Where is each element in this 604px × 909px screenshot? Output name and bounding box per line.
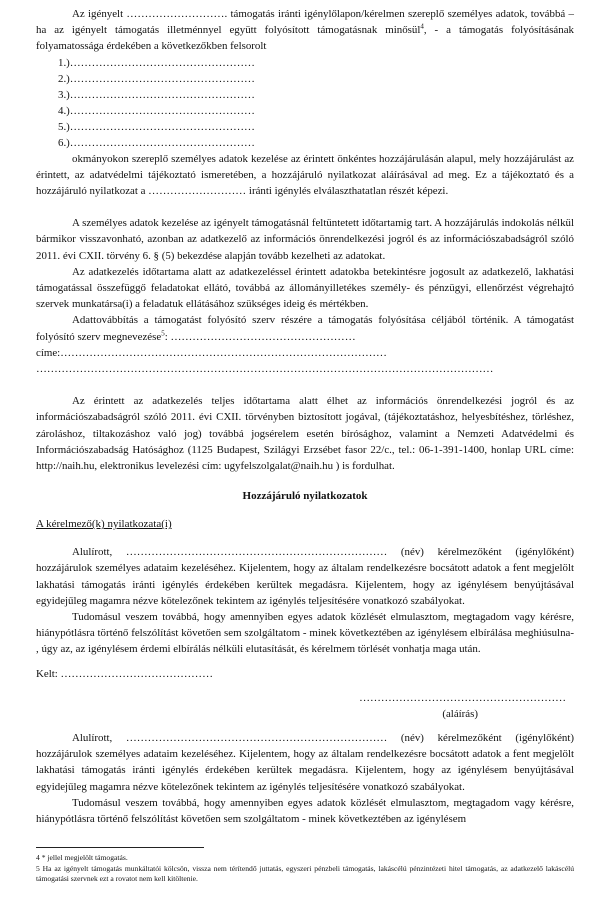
declaration-paragraph-2: Alulírott, ……………………………………………………………… (név) kérelmezőként (igénylőként) hozzájárulok személyes adataim kezeléséhez. Kijelentem, hogy az általam rendelkezésre bocsátott adatok a fent megjelölt lakhatási támogatás iránti igénylés érdekében kerültek megadásra. Kijelentem, hogy az igénylésem benyújtásával egyidejűleg magamra nézve kötelezőnek tekintem az igénylés teljesítésére vonatkozó szabályokat.: [36, 731, 574, 793]
address-line: címe:………………………………………………………………………………: [36, 346, 387, 359]
section-heading: Hozzájáruló nyilatkozatok: [242, 490, 368, 503]
intro-paragraph: Az igényelt ………………………. támogatás iránti igénylőlapon/kérelmen szereplő személyes adatok, továbbá – ha az igényelt támogatás illetménnyel együtt folyósított támogatásnak minősül$^4$, - a támogatás folyósításának folyamatossága érdekében a következőkben felsorolt: [36, 8, 574, 53]
signature-label: (aláírás): [442, 707, 478, 720]
list-item: 1.)……………………………………………: [58, 56, 255, 69]
date-line: Kelt: ……………………………………: [36, 667, 213, 680]
footnote-ref-5: 5: [161, 329, 165, 338]
consent-paragraph: okmányokon szereplő személyes adatok kezelése az érintett önkéntes hozzájárulásán alapul, mely hozzájárulást az érintett, az adatvédelmi tájékoztató ismeretében, a hozzájáruló nyilatkozat aláírásával ad meg. Ez a tájékoztató és a hozzájáruló nyilatkozat a ……………………… iránti igénylés elválaszthatatlan részét képezi.: [36, 152, 574, 198]
access-paragraph: Az adatkezelés időtartama alatt az adatkezeléssel érintett adatokba betekintésre jogosult az adatkezelő, lakhatási támogatással összefüggő feladatokat ellátó, továbbá az állományilletékes személy- és pénzügyi, ellenőrzést végrehajtó szervek munkatársa(i) a feladatuk ellátásához szükséges ideig és mértékben.: [36, 265, 574, 311]
blank-line: ………………………………………………………………………………………………………………: [36, 363, 494, 376]
acknowledgement-paragraph-2: Tudomásul veszem továbbá, hogy amennyiben egyes adatok közlését elmulasztom, megtagadom vagy kérésre, hiánypótlásra történő felszólítást követően sem szolgáltatom - minek következtében az igénylésem: [36, 796, 574, 825]
signature-line: …………………………………………………: [359, 691, 566, 704]
footnote-5: 5 Ha az igényelt támogatás munkáltatói kölcsön, vissza nem térítendő juttatás, egyszeri pénzbeli támogatás, lakáscélú pénzintézeti hitel támogatás, az adatkezelő lakáscélú támogatási szervnek ezt a rovatot nem kell kitöltenie.: [36, 863, 574, 883]
list-item: 2.)……………………………………………: [58, 72, 255, 85]
list-item: 6.)……………………………………………: [58, 136, 255, 149]
transfer-paragraph: Adattovábbítás a támogatást folyósító szerv részére a támogatás folyósítása céljából történik. A támogatást folyósító szerv megnevezése$^5$: ……………………………………………: [36, 314, 574, 343]
footnote-ref-4: 4: [420, 22, 424, 31]
declaration-paragraph: Alulírott, ……………………………………………………………… (név) kérelmezőként (igénylőként) hozzájárulok személyes adataim kezeléséhez. Kijelentem, hogy az általam rendelkezésre bocsátott adatok a fent megjelölt lakhatási támogatás iránti igénylés érdekében kerültek megadásra. Kijelentem, hogy az igénylésem benyújtásával egyidejűleg magamra nézve kötelezőnek tekintem az igénylés teljesítésére vonatkozó szabályokat.: [36, 546, 574, 607]
footnote-4: 4 * jellel megjelölt támogatás.: [36, 853, 128, 862]
document-list: [58, 55, 574, 151]
list-item: 5.)……………………………………………: [58, 120, 255, 133]
footnote-divider: [36, 847, 204, 848]
footnotes: [36, 853, 574, 885]
acknowledgement-paragraph: Tudomásul veszem továbbá, hogy amennyiben egyes adatok közlését elmulasztom, megtagadom vagy kérésre, hiánypótlásra történő felszólítást követően sem szolgáltatom - minek következtében az igénylésem elbírálása meghiúsulna- , úgy az, az igénylésem érdemi elbírálás nélküli elutasítását, és kérelmem törlését vonhatja maga után.: [36, 611, 574, 656]
list-item: 4.)……………………………………………: [58, 104, 255, 117]
list-item: 3.)……………………………………………: [58, 88, 255, 101]
section-subheading: A kérelmező(k) nyilatkozata(i): [36, 518, 172, 531]
duration-paragraph: A személyes adatok kezelése az igényelt támogatásnál feltüntetett időtartamig tart. A hozzájárulás indokolás nélkül bármikor visszavonható, azonban az adatkezelő az információs önrendelkezési jogról és az információszabadságról szóló 2011. évi CXII. törvény 6. § (5) bekezdése alapján tovább kezelheti az adatokat.: [36, 217, 574, 262]
rights-paragraph: Az érintett az adatkezelés teljes időtartama alatt élhet az információs önrendelkezési jogról és az információszabadságról szóló 2011. évi CXII. törvényben biztosított jogával, (tájékoztatáshoz, helyesbítéshez, törléshez, zároláshoz, tiltakozáshoz való jog) továbbá jogsérelem esetén bírósághoz, valamint a Nemzeti Adatvédelmi és Információszabadság Hatósághoz (1125 Budapest, Szilágyi Erzsébet fasor 22/c., tel.: 06-1-391-1400, honlap URL címe: http://naih.hu, elektronikus levelezési cím: ugyfelszolgalat@naih.hu ) is fordulhat.: [36, 395, 574, 473]
